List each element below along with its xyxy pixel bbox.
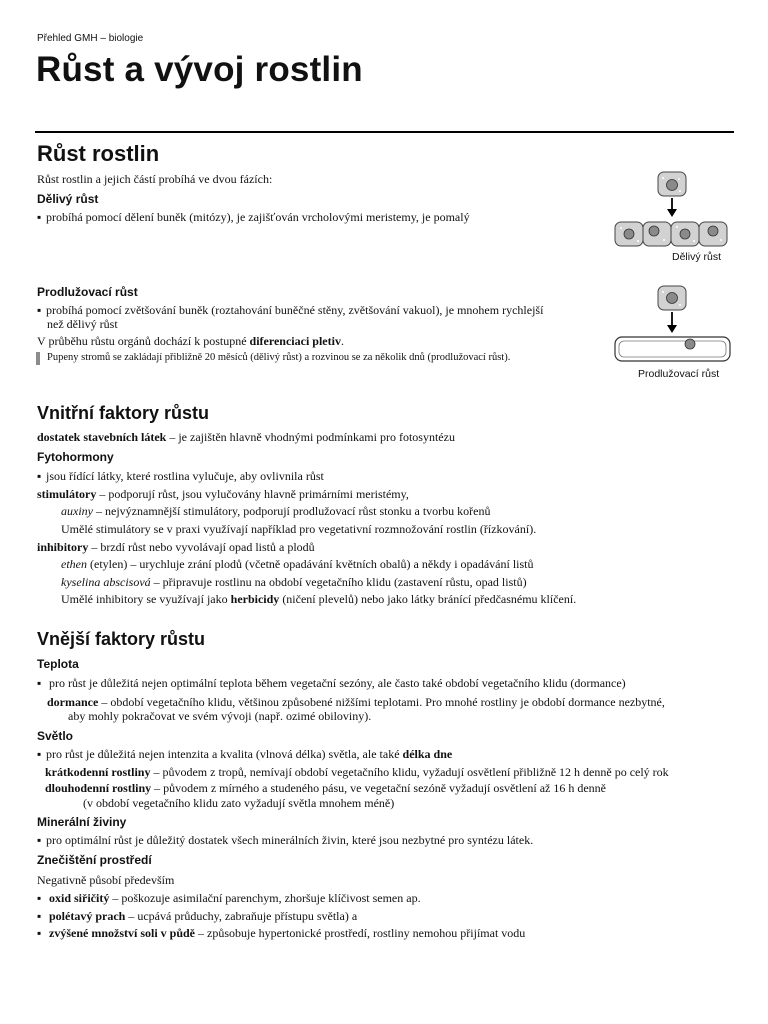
artificial-stimulators-text: Umělé stimulátory se v praxi využívají například pro vegetativní rozmnožování rostlin (řízkování). xyxy=(61,522,537,536)
title-divider xyxy=(35,131,734,133)
list-item: ▪ probíhá pomocí zvětšování buněk (roztahování buněčné stěny, zvětšování vakuol), je mnohem rychlejší xyxy=(37,303,544,317)
phytohormones-heading: Fytohormony xyxy=(37,450,114,464)
stimulators-text: stimulátory – podporují růst, jsou vylučovány hlavně primárními meristémy, xyxy=(37,487,409,501)
inhibitors-text: inhibitory – brzdí růst nebo vyvolávají opad listů a plodů xyxy=(37,540,315,554)
artificial-inhibitors-text: Umělé inhibitory se využívají jako herbicidy (ničení plevelů) nebo jako látky bránící předčasnému klíčení. xyxy=(61,592,577,606)
building-materials-text: dostatek stavebních látek – je zajištěn hlavně vhodnými podmínkami pro fotosyntézu xyxy=(37,430,455,444)
temperature-heading: Teplota xyxy=(37,657,79,671)
light-heading: Světlo xyxy=(37,729,74,743)
elongation-growth-figure xyxy=(612,285,734,367)
differentiation-text: V průběhu růstu orgánů dochází k postupné diferenciaci pletiv. xyxy=(37,334,344,348)
note-text: Pupeny stromů se zakládají přibližně 20 měsíců (dělivý růst) a rozvinou se za několik dnů (prodlužovací růst). xyxy=(47,352,511,363)
page-header-subtitle: Přehled GMH – biologie xyxy=(37,33,144,44)
list-item: ▪ pro optimální růst je důležitý dostatek všech minerálních živin, které jsou nezbytné pro syntézu látek. xyxy=(37,833,534,847)
section-title-growth: Růst rostlin xyxy=(37,141,160,166)
pollution-intro: Negativně působí především xyxy=(37,873,175,887)
section-title-internal-factors: Vnitřní faktory růstu xyxy=(37,403,210,423)
long-day-plants-text: dlouhodenní rostliny – původem z mírného a studeného pásu, ve vegetační sezóně vyžadují osvětlení až 16 h denně xyxy=(45,781,607,795)
minerals-heading: Minerální živiny xyxy=(37,815,127,829)
growth-intro: Růst rostlin a jejich částí probíhá ve dvou fázích: xyxy=(37,172,273,186)
dormancy-text: dormance – období vegetačního klidu, většinou způsobené nižšími teplotami. Pro mnohé rostliny je období dormance nezbytné, xyxy=(47,695,665,709)
list-item-continuation: než dělivý růst xyxy=(47,317,118,331)
abscisic-acid-text: kyselina abscisová – připravuje rostlinu na období vegetačního klidu (zastavení růstu, opad listů) xyxy=(61,575,527,589)
list-item: ▪ pro růst je důležitá nejen optimální teplota během vegetační sezóny, ale často také období vegetačního klidu (dormance) xyxy=(37,676,626,690)
note-bar xyxy=(36,352,40,365)
page-title: Růst a vývoj rostlin xyxy=(36,50,363,89)
ethene-text: ethen (etylen) – urychluje zrání plodů (včetně opadávání květních obalů) a někdy i opadávání listů xyxy=(61,557,534,571)
long-day-plants-continuation: (v období vegetačního klidu zato vyžadují světla mnohem méně) xyxy=(83,796,395,810)
list-item: ▪ zvýšené množství soli v půdě – způsobuje hypertonické prostředí, rostliny nemohou přijímat vodu xyxy=(37,926,526,940)
list-item: ▪ jsou řídící látky, které rostlina vylučuje, aby ovlivnila růst xyxy=(37,469,324,483)
list-item: ▪ oxid siřičitý – poškozuje asimilační parenchym, zhoršuje klíčivost semen ap. xyxy=(37,891,421,905)
figure-caption: Dělivý růst xyxy=(672,251,722,263)
dividing-growth-heading: Dělivý růst xyxy=(37,192,99,206)
dividing-growth-figure xyxy=(612,170,732,252)
short-day-plants-text: krátkodenní rostliny – původem z tropů, nemívají období vegetačního klidu, vyžadují osvětlení přibližně 12 h denně po celý rok xyxy=(45,765,669,779)
section-title-external-factors: Vnější faktory růstu xyxy=(37,629,206,649)
elongation-growth-heading: Prodlužovací růst xyxy=(37,285,138,299)
auxins-text: auxiny – nejvýznamnější stimulátory, podporují prodlužovací růst stonku a tvorbu kořenů xyxy=(61,504,491,518)
figure-caption: Prodlužovací růst xyxy=(638,368,720,380)
list-item: ▪ pro růst je důležitá nejen intenzita a kvalita (vlnová délka) světla, ale také délka dne xyxy=(37,747,453,761)
list-item: ▪ probíhá pomocí dělení buněk (mitózy), je zajišťován vrcholovými meristemy, je pomalý xyxy=(37,210,470,224)
pollution-heading: Znečištění prostředí xyxy=(37,853,152,867)
list-item: ▪ polétavý prach – ucpává průduchy, zabraňuje přístupu světla) a xyxy=(37,909,358,923)
dormancy-text-continuation: aby mohly pokračovat ve svém vývoji (např. ozimé obiloviny). xyxy=(68,709,372,723)
